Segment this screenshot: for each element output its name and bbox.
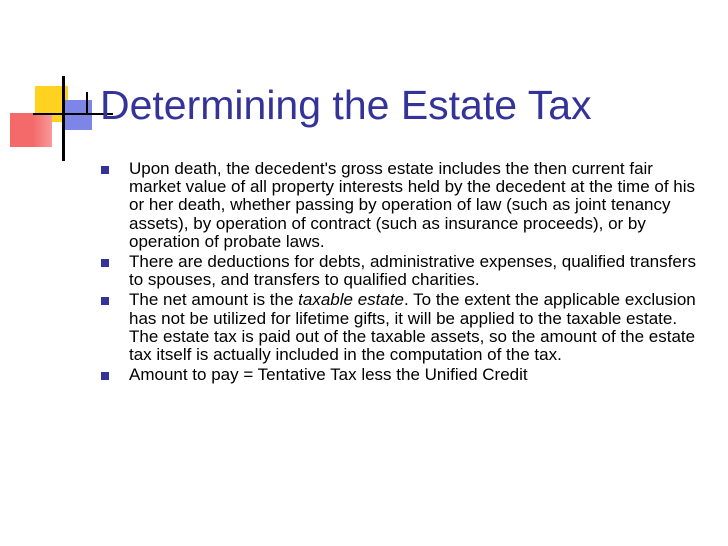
taxable-estate-term: taxable estate	[298, 290, 405, 310]
bullet-text: Upon death, the decedent's gross estate includes the then current fair market value of all property interests held by the decedent at the time of his or her death, whether passing by operation of law (such as joint tenancy assets), by operation of contract (such as insurance proceeds), or by operation of probate laws.	[129, 159, 696, 251]
vertical-line-decoration	[62, 76, 65, 161]
slide-title: Determining the Estate Tax	[100, 82, 592, 128]
bullet-item	[99, 253, 699, 289]
bullet-text: There are deductions for debts, administrative expenses, qualified transfers to spouses, and transfers to qualified charities.	[129, 252, 696, 290]
bullet-text-after: . To the extent the applicable exclusion has not be utilized for lifetime gifts, it will be applied to the taxable estate. The estate tax is paid out of the taxable assets, so the amount of the estate tax itself is actually included in the computation of the tax.	[129, 290, 696, 365]
bullet-list	[99, 160, 699, 386]
square-bullet-icon	[101, 372, 109, 380]
bullet-item	[99, 160, 699, 251]
bullet-item	[99, 366, 699, 384]
square-bullet-icon	[101, 166, 109, 174]
bullet-text-before: The net amount is the	[129, 290, 299, 310]
bullet-item	[99, 291, 699, 364]
square-bullet-icon	[101, 297, 109, 305]
square-bullet-icon	[101, 259, 109, 267]
short-vertical-line-decoration	[86, 92, 88, 114]
bullet-text: Amount to pay = Tentative Tax less the Unified Credit	[129, 365, 528, 385]
red-square-decoration	[10, 113, 52, 147]
bullet-text	[129, 291, 699, 364]
